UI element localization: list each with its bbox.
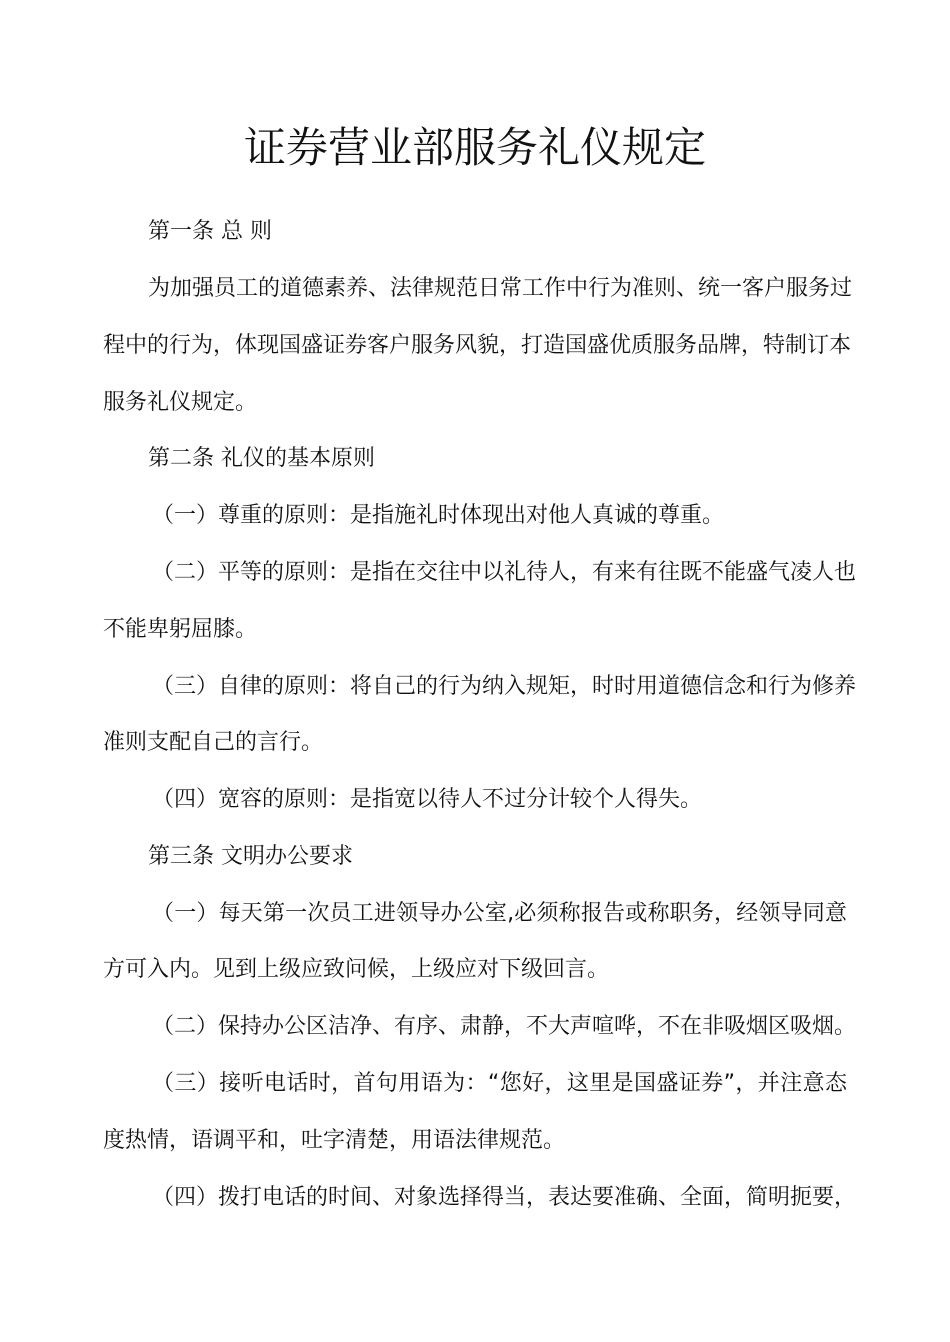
- article-1-heading: 第一条 总 则: [148, 219, 272, 244]
- paragraph-line: （三）自律的原则：将自己的行为纳入规矩，时时用道德信念和行为修养: [152, 674, 857, 699]
- paragraph-line: （一）尊重的原则：是指施礼时体现出对他人真诚的尊重。: [152, 503, 725, 528]
- paragraph-line: 度热情，语调平和，吐字清楚，用语法律规范。: [103, 1128, 566, 1153]
- paragraph-line: 方可入内。见到上级应致问候，上级应对下级回言。: [103, 957, 610, 982]
- paragraph-line: 程中的行为，体现国盛证券客户服务风貌，打造国盛优质服务品牌，特制订本: [103, 333, 852, 358]
- paragraph-line: （二）保持办公区洁净、有序、肃静，不大声喧哗，不在非吸烟区吸烟。: [152, 1014, 857, 1039]
- document-title: 证券营业部服务礼仪规定: [243, 123, 706, 172]
- paragraph-line: 为加强员工的道德素养、法律规范日常工作中行为准则、统一客户服务过: [148, 276, 853, 301]
- paragraph-line: （四）宽容的原则：是指宽以待人不过分计较个人得失。: [152, 787, 703, 812]
- paragraph-line: 服务礼仪规定。: [103, 390, 258, 415]
- paragraph-line: （三）接听电话时，首句用语为：“您好，这里是国盛证券”，并注意态: [152, 1071, 847, 1096]
- paragraph-line: （二）平等的原则：是指在交往中以礼待人，有来有往既不能盛气凌人也: [152, 560, 857, 585]
- article-2-heading: 第二条 礼仪的基本原则: [148, 446, 375, 471]
- paragraph-line: 准则支配自己的言行。: [103, 730, 324, 755]
- article-3-heading: 第三条 文明办公要求: [148, 844, 353, 869]
- paragraph-line: （四）拨打电话的时间、对象选择得当，表达要准确、全面，简明扼要，: [152, 1185, 857, 1210]
- paragraph-line: （一）每天第一次员工进领导办公室,必须称报告或称职务，经领导同意: [152, 901, 847, 926]
- paragraph-line: 不能卑躬屈膝。: [103, 617, 258, 642]
